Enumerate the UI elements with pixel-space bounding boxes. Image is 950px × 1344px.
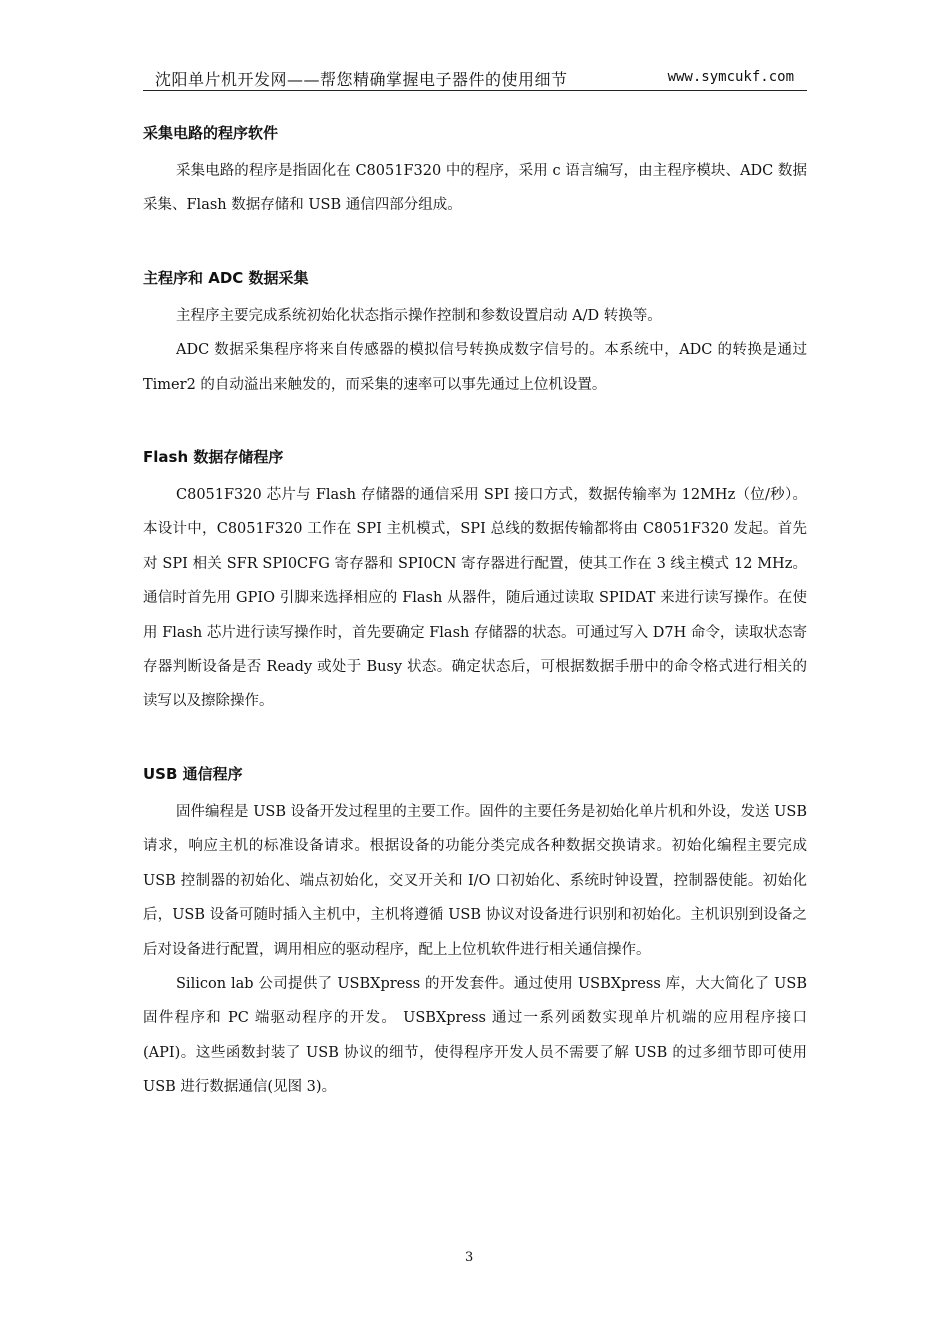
header-title: 沈阳单片机开发网——帮您精确掌握电子器件的使用细节	[155, 70, 568, 89]
section-heading: 采集电路的程序软件	[143, 124, 279, 142]
paragraph: Silicon lab 公司提供了 USBXpress 的开发套件。通过使用 USBXpress 库，大大简化了 USB 固件程序和 PC 端驱动程序的开发。 USBXpress 通过一系列函数实现单片机端的应用程序接口(API)。这些函数封装了 USB 协议的细节，使得程序开发人员不需要了解 USB 的过多细节即可使用 USB 进行数据通信(见图 3)。	[143, 975, 807, 1096]
document-body	[143, 122, 807, 1105]
section-heading: USB 通信程序	[143, 764, 243, 783]
page-number: 3	[465, 1250, 474, 1265]
paragraph: ADC 数据采集程序将来自传感器的模拟信号转换成数字信号的。本系统中，ADC 的转换是通过 Timer2 的自动溢出来触发的，而采集的速率可以事先通过上位机设置。	[143, 342, 807, 393]
section-heading: 主程序和 ADC 数据采集	[143, 268, 309, 287]
paragraph: C8051F320 芯片与 Flash 存储器的通信采用 SPI 接口方式，数据传输率为 12MHz（位/秒）。本设计中，C8051F320 工作在 SPI 主机模式，SPI 总线的数据传输都将由 C8051F320 发起。首先对 SPI 相关 SFR SPI0CFG 寄存器和 SPI0CN 寄存器进行配置，使其工作在 3 线主模式 12 MHz。通信时首先用 GPIO 引脚来选择相应的 Flash 从器件，随后通过读取 SPIDAT 来进行读写操作。在使用 Flash 芯片进行读写操作时，首先要确定 Flash 存储器的状态。可通过写入 D7H 命令，读取状态寄存器判断设备是否 Ready 或处于 Busy 状态。确定状态后，可根据数据手册中的命令格式进行相关的读写以及擦除操作。	[143, 487, 807, 710]
section-usb	[143, 763, 807, 1105]
paragraph: 采集电路的程序是指固化在 C8051F320 中的程序，采用 c 语言编写，由主程序模块、ADC 数据采集、Flash 数据存储和 USB 通信四部分组成。	[143, 163, 807, 214]
header-url[interactable]: www.symcukf.com	[667, 69, 794, 85]
section-heading: Flash 数据存储程序	[143, 448, 284, 467]
paragraph: 固件编程是 USB 设备开发过程里的主要工作。固件的主要任务是初始化单片机和外设，发送 USB 请求，响应主机的标准设备请求。根据设备的功能分类完成各种数据交换请求。初始化编程主要完成 USB 控制器的初始化、端点初始化，交叉开关和 I/O 口初始化、系统时钟设置，控制器使能。初始化后，USB 设备可随时插入主机中，主机将遵循 USB 协议对设备进行识别和初始化。主机识别到设备之后对设备进行配置，调用相应的驱动程序，配上上位机软件进行相关通信操作。	[143, 803, 807, 958]
section-main-adc	[143, 267, 807, 402]
section-flash	[143, 446, 807, 719]
section-software	[143, 122, 807, 223]
paragraph: 主程序主要完成系统初始化状态指示操作控制和参数设置启动 A/D 转换等。	[176, 307, 662, 324]
page-header	[143, 62, 807, 91]
